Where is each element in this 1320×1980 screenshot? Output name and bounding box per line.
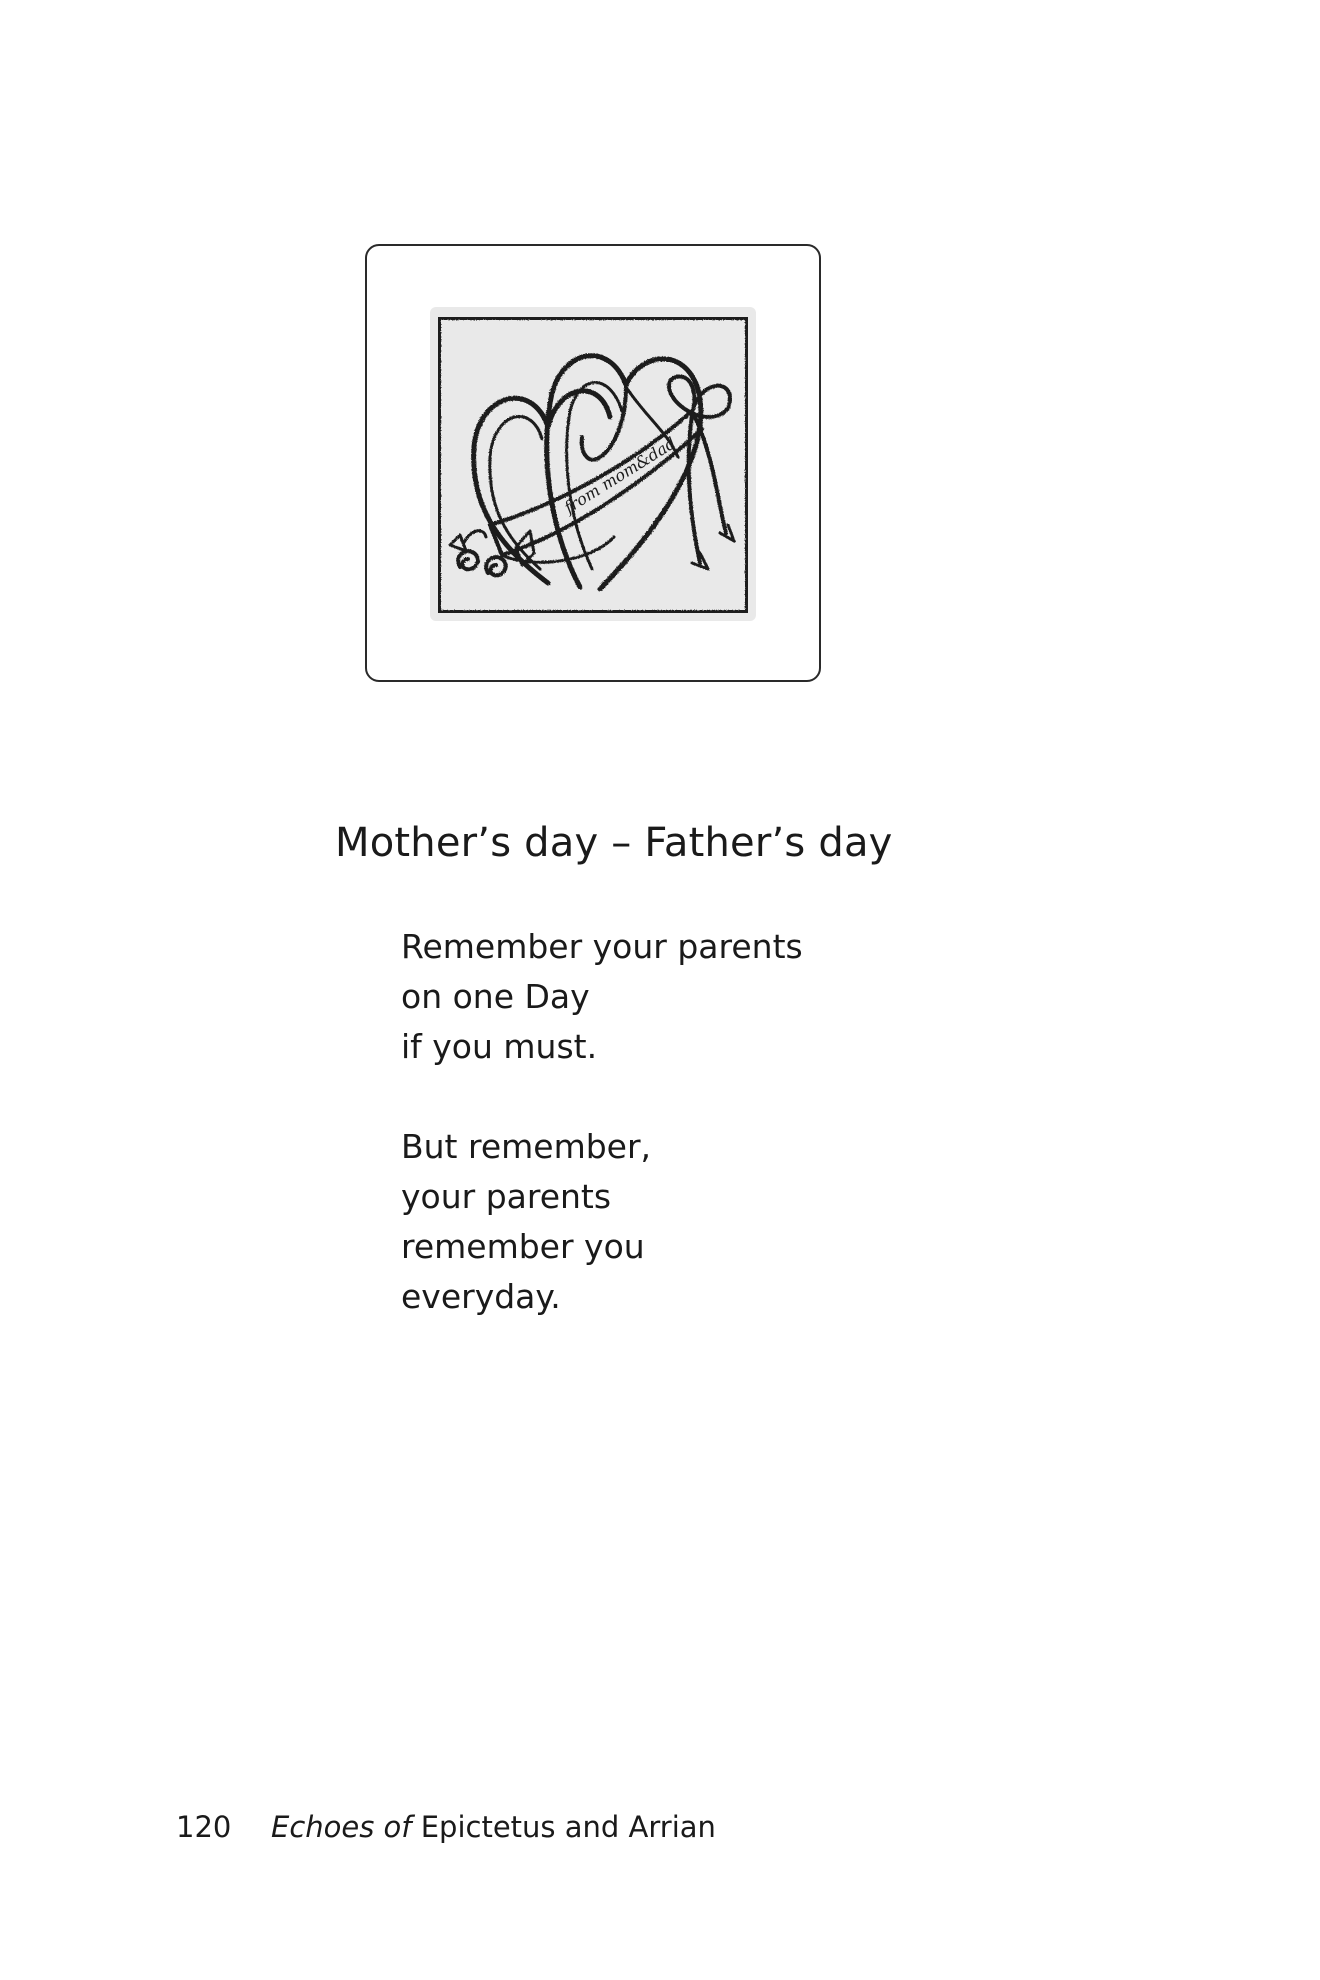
poem-line: if you must. (401, 1027, 598, 1066)
stanza-2 (401, 1122, 803, 1322)
book-title-rest: Epictetus and Arrian (420, 1810, 716, 1844)
poem-line: everyday. (401, 1277, 561, 1316)
page-number: 120 (176, 1810, 232, 1844)
poem-body (401, 922, 803, 1372)
poem-title: Mother’s day – Father’s day (335, 820, 893, 866)
page-footer (176, 1810, 716, 1844)
poem-line: your parents (401, 1177, 612, 1216)
poem-line: on one Day (401, 977, 590, 1016)
poem-line: But remember, (401, 1127, 652, 1166)
stanza-1 (401, 922, 803, 1072)
ribbon-banner-text: from mom&dad (560, 433, 680, 518)
hearts-ribbon-sketch (430, 307, 756, 621)
poem-line: Remember your parents (401, 927, 803, 966)
book-title-italic: Echoes of (271, 1810, 412, 1844)
poem-line: remember you (401, 1227, 645, 1266)
